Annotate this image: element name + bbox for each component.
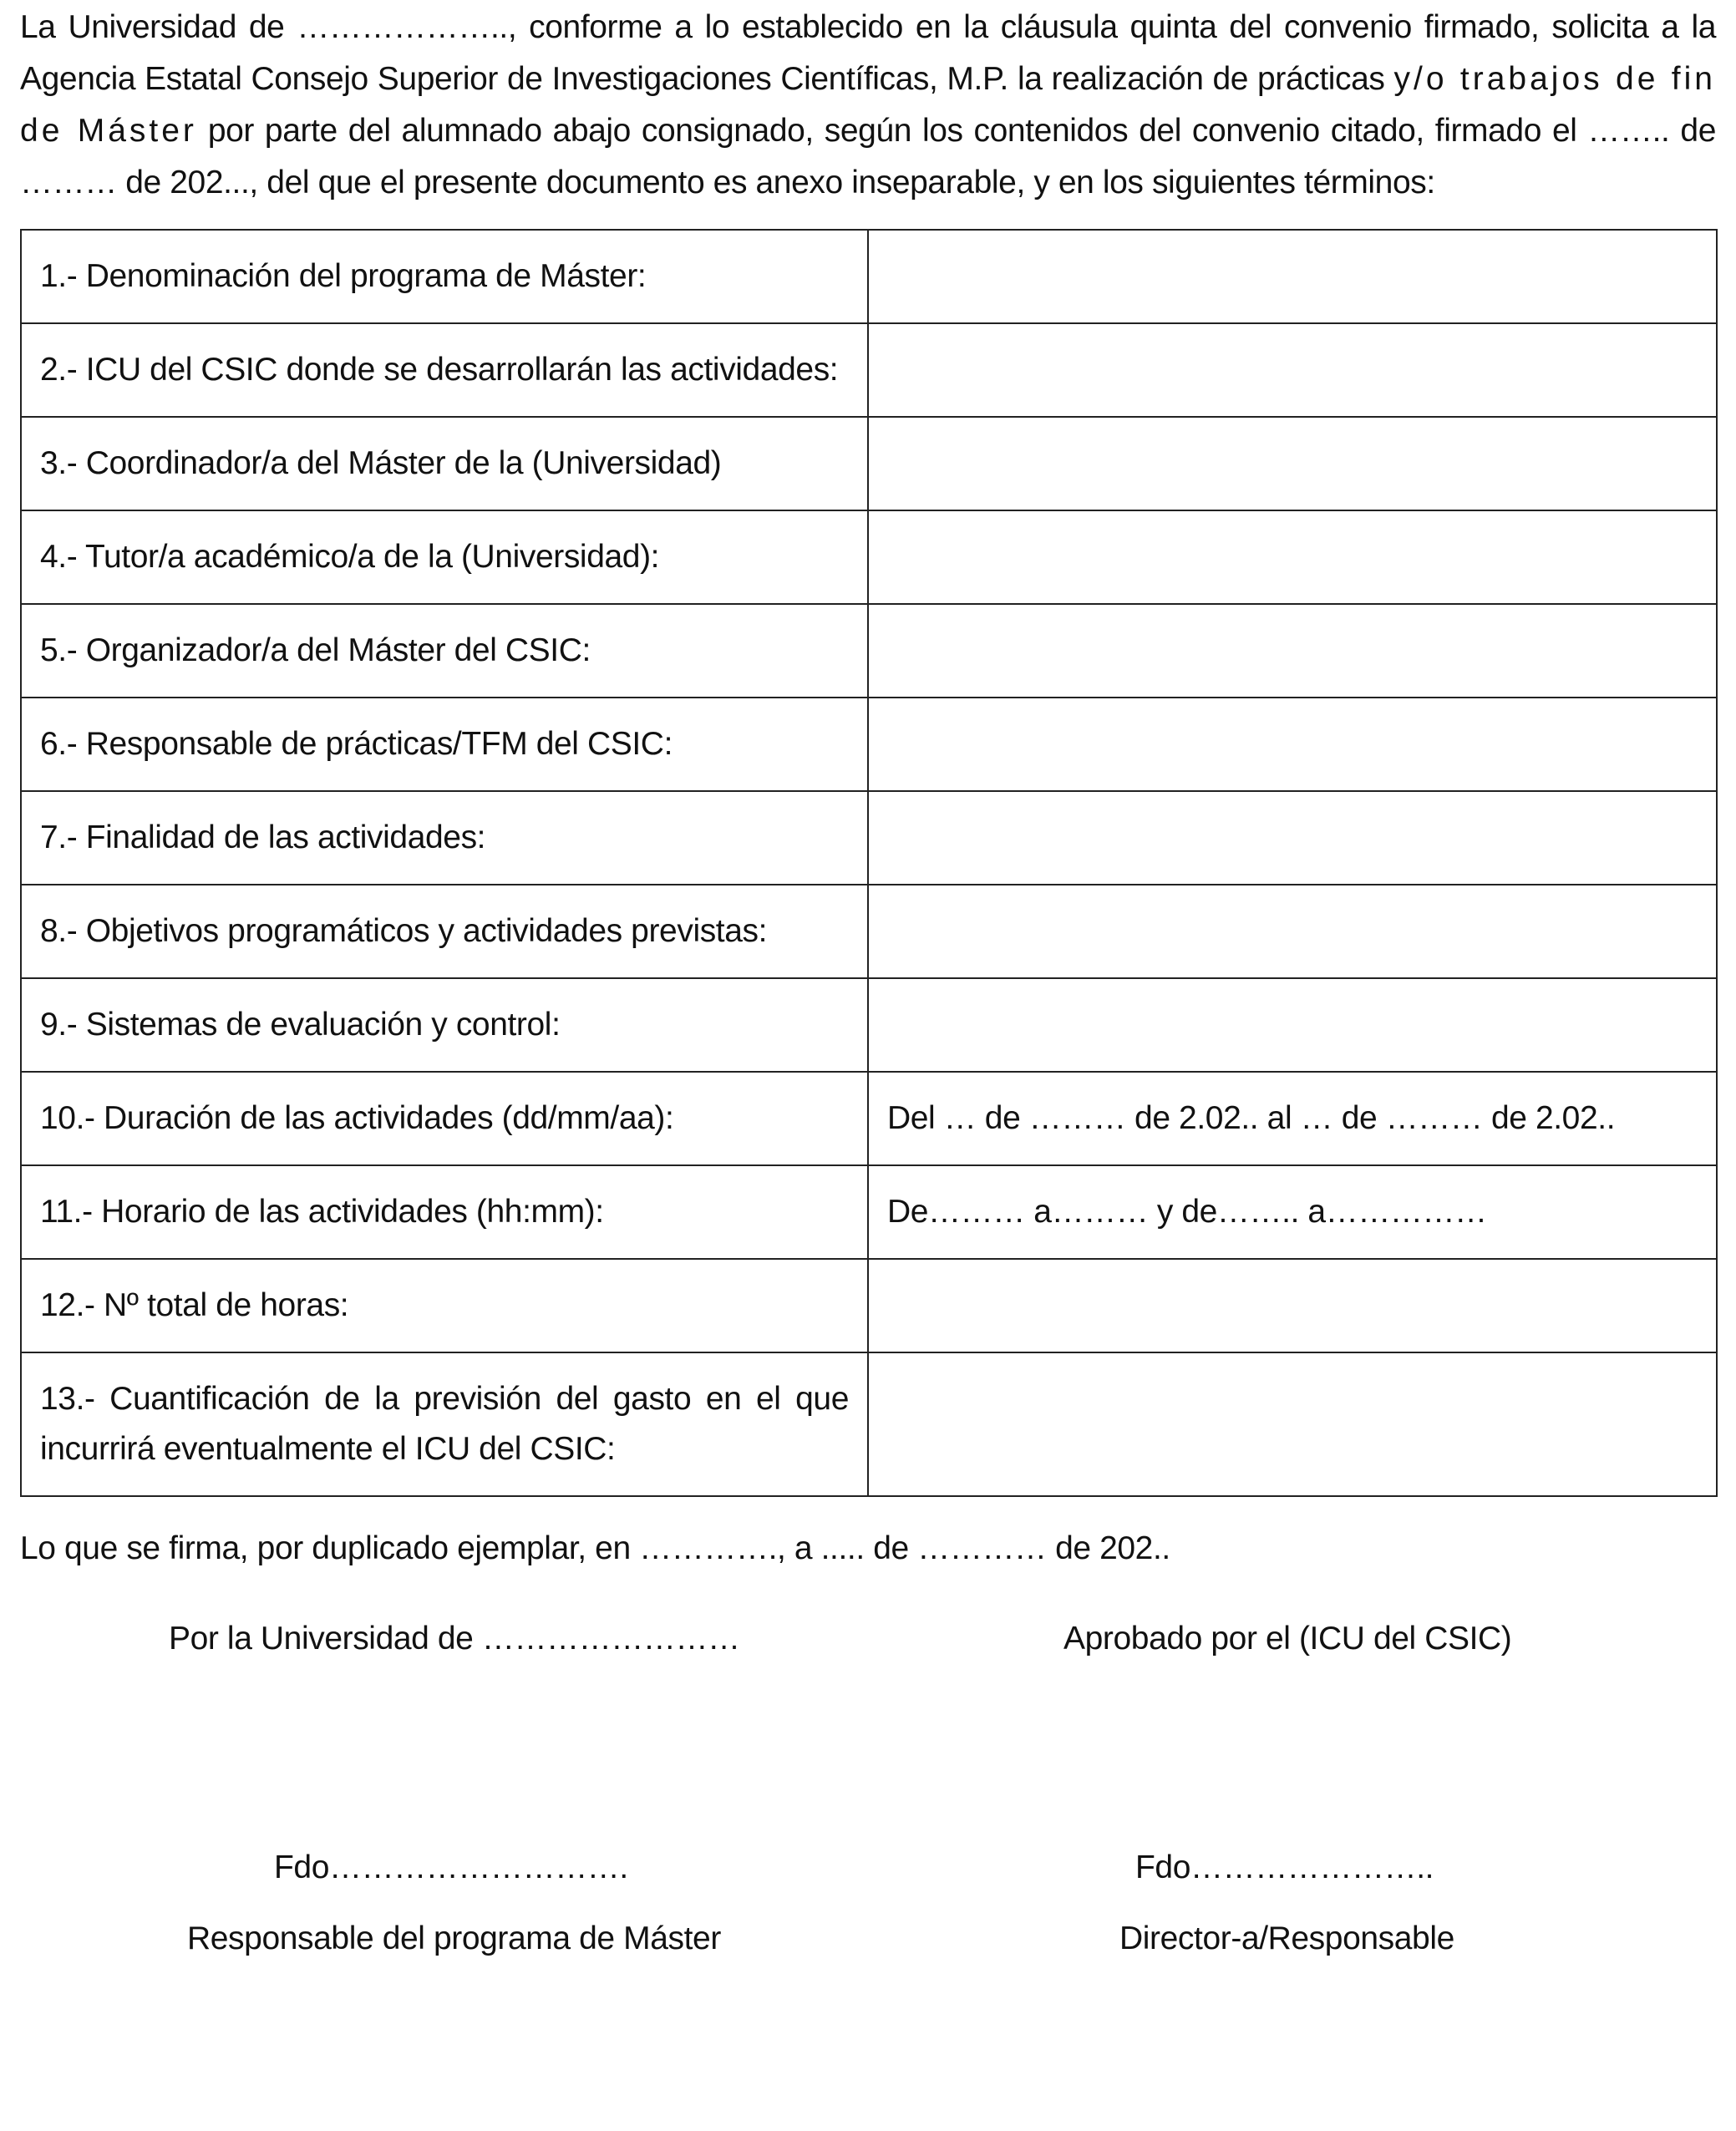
- row-value: [868, 885, 1717, 978]
- row-label: 5.- Organizador/a del Máster del CSIC:: [21, 604, 868, 698]
- row-value: [868, 604, 1717, 698]
- row-label: 11.- Horario de las actividades (hh:mm):: [21, 1165, 868, 1259]
- intro-text-part1: La Universidad de ……………….., conforme a lo establecido en la cláusula quinta del convenio firmado, solicita a la Agencia Estatal Consejo Superior de Investigaciones Científicas, M.P. la realización de prácticas: [20, 9, 1716, 97]
- row-label: 3.- Coordinador/a del Máster de la (Universidad): [21, 417, 868, 510]
- table-row: [21, 978, 1717, 1072]
- row-value: De……… a……… y de…….. a……………: [868, 1165, 1717, 1259]
- row-label: 2.- ICU del CSIC donde se desarrollarán las actividades:: [21, 323, 868, 417]
- table-row: [21, 417, 1717, 510]
- row-label: 4.- Tutor/a académico/a de la (Universidad):: [21, 510, 868, 604]
- table-row: [21, 1072, 1717, 1165]
- row-label: 12.- Nº total de horas:: [21, 1259, 868, 1352]
- row-label: 6.- Responsable de prácticas/TFM del CSIC:: [21, 698, 868, 791]
- signature-right-header: Aprobado por el (ICU del CSIC): [1063, 1621, 1512, 1657]
- table-row: [21, 230, 1717, 323]
- row-label: 9.- Sistemas de evaluación y control:: [21, 978, 868, 1072]
- intro-text-emphasis: y/o trabajos de fin de Máster: [20, 61, 1716, 149]
- table-row: [21, 1352, 1717, 1496]
- intro-paragraph: [20, 2, 1716, 209]
- row-value: [868, 510, 1717, 604]
- table-row: [21, 698, 1717, 791]
- row-label: 8.- Objetivos programáticos y actividades previstas:: [21, 885, 868, 978]
- signature-left-header: Por la Universidad de ……………………: [169, 1621, 740, 1657]
- terms-table: [20, 229, 1718, 1497]
- row-value: [868, 978, 1717, 1072]
- row-label: 7.- Finalidad de las actividades:: [21, 791, 868, 885]
- row-label: 1.- Denominación del programa de Máster:: [21, 230, 868, 323]
- signature-left-role: Responsable del programa de Máster: [187, 1920, 721, 1956]
- table-row: [21, 323, 1717, 417]
- signature-right-fdo: Fdo…………………..: [1135, 1849, 1434, 1885]
- row-value: [868, 417, 1717, 510]
- row-value: [868, 791, 1717, 885]
- signature-left-fdo: Fdo……………………….: [274, 1849, 628, 1885]
- row-value: Del … de ……… de 2.02.. al … de ……… de 2.02..: [868, 1072, 1717, 1165]
- row-label: 10.- Duración de las actividades (dd/mm/aa):: [21, 1072, 868, 1165]
- table-row: [21, 1259, 1717, 1352]
- table-row: [21, 510, 1717, 604]
- row-value: [868, 698, 1717, 791]
- signature-right-role: Director-a/Responsable: [1119, 1920, 1454, 1956]
- intro-text-part3: por parte del alumnado abajo consignado, según los contenidos del convenio citado, firmado el …….. de ……… de 202..., del que el presente documento es anexo inseparable, y en los siguientes términos:: [20, 113, 1717, 200]
- row-value: [868, 1352, 1717, 1496]
- closing-statement: Lo que se firma, por duplicado ejemplar, en …………., a ..... de ………… de 202..: [20, 1530, 1170, 1566]
- row-value: [868, 1259, 1717, 1352]
- row-value: [868, 323, 1717, 417]
- table-row: [21, 791, 1717, 885]
- row-label: 13.- Cuantificación de la previsión del gasto en el que incurrirá eventualmente el ICU del CSIC:: [21, 1352, 868, 1496]
- table-row: [21, 1165, 1717, 1259]
- table-row: [21, 604, 1717, 698]
- row-value: [868, 230, 1717, 323]
- table-row: [21, 885, 1717, 978]
